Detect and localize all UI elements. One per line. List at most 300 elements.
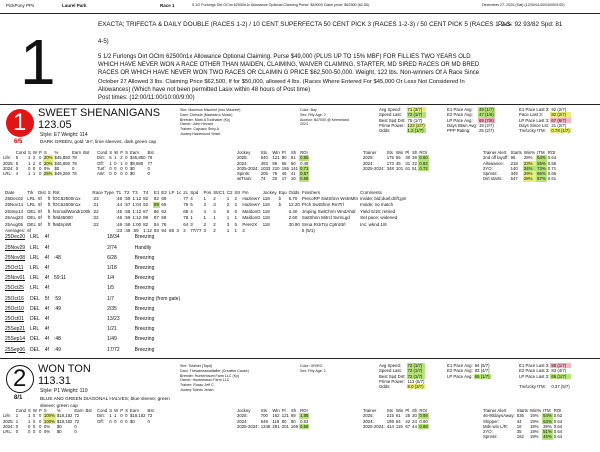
col-header: Jockey [237,150,251,155]
trainer-row [362,166,429,171]
pp-cell: ft [47,195,51,201]
workout-cell: 4f [44,234,49,241]
pp-cell: 89 [143,215,149,221]
col-header: ROI [300,150,308,155]
prime-power: 123.05 [38,119,72,131]
cell: Win% [529,408,542,413]
cell: 0 [38,171,42,177]
cell: 2YO: [483,165,493,171]
pp-cell: :59 [124,195,131,201]
cell: 67% [537,176,546,182]
pp-cell: 89 [153,202,159,208]
past-performances [4,189,407,234]
cell: 17 [281,176,287,182]
col-header: % [54,150,59,155]
cell: 1 [120,160,123,166]
cell: 2025-2024: [363,165,385,171]
cell: 121 [281,413,289,419]
cell: 66% [537,171,546,177]
cell: 0 [32,413,36,419]
pp-cell: 3 [213,202,216,208]
workout-cell: 25Sep14 [5,336,26,343]
workout-cell: 25Oct16 [5,295,24,302]
record-row [96,171,155,176]
col-header: Sts [386,150,393,155]
col-header: Trainer [363,150,377,155]
workout-cell: Breezing [134,265,155,271]
cell: 0 [147,171,150,177]
cell: 81 [290,155,296,161]
col-header: Win [395,408,404,413]
pp-cell: :59 [124,215,131,221]
col-header: Jockey [237,408,251,413]
cell: 2025-2024: [363,423,385,429]
col-header: W [32,408,37,413]
cell: 0 [120,413,123,419]
pp-cell: Inc; wknd 1/8 [360,221,387,227]
workout-cell: 25Nov01 [5,275,26,282]
cell: $0 [56,429,62,435]
cell: 0 [120,171,123,177]
cell: 30 [405,155,411,161]
pp-cell: 76 [183,202,189,208]
cell: Shipper: [483,418,500,424]
cell: 0 [32,165,36,171]
rating-label: E1 Pace Avg: [447,107,473,112]
cell: 2024: [237,160,248,166]
pp-cell: 1:12 [132,215,142,221]
workout-cell [53,315,106,325]
col-header: Dist [37,189,46,195]
cell: 0.64 [547,155,557,161]
col-header: S [109,150,113,155]
workout-cell: :59 [53,295,61,302]
lifetime-record [2,408,93,434]
pp-cell: ft [47,208,51,214]
cell: 0.64 [553,429,563,435]
cell: 1 [109,413,112,419]
cell: ROI [553,408,562,413]
pp-cell: 82 [143,221,149,227]
workout-cell: 17/72 [107,346,120,353]
cell: 19% [529,423,539,429]
cell: 1348 [260,423,271,429]
workout-cell: 13/23 [107,315,120,322]
cell: 28% [523,155,533,161]
pp-cell: Prch SwtShnn RmTrl [301,202,344,208]
rating-label: LP Pace Avg: [447,117,473,123]
cell: 44 [412,423,417,429]
rating-value: 86 (1/7) [550,363,570,368]
workout-cell: 4f [44,275,49,282]
cell: $18,182 [56,413,73,419]
jockey-row [236,424,309,429]
cell: Trainer Alert [483,408,507,413]
workout-cell: 25Oct25 [5,285,24,292]
workout-cell: Breezing [134,336,155,343]
cell: 201 [281,423,289,429]
col-header: S [125,150,128,155]
col-header: Cond [15,150,27,155]
avg-cell: 1:12 [143,227,152,233]
lifetime-record [2,150,90,176]
cell: 0.48 [300,160,309,166]
cell: 0.80 [419,418,428,424]
pp-cell: 1:04 [132,202,142,208]
rating-value: 75 (1/7) [407,117,423,123]
workout-cell [53,264,106,274]
col-header: S [125,408,128,413]
cell: 140 [510,165,518,171]
rating-label: PPP Rating: [447,128,471,134]
cell: Spints: [237,171,251,177]
workout-cell: :48 [53,254,61,261]
pp-cell: :22 [92,208,99,214]
rating-value: 83 (4/7) [551,368,567,374]
col-header: E2 [161,189,167,195]
cell: 19% [529,434,539,440]
workout-row [4,304,184,314]
cell: 2 [120,155,123,161]
breeding-line: Trainer: Russo Jeff C [180,383,214,388]
rating-label: LP Pace Last 3: [519,117,550,123]
race-number: 1 [20,26,56,98]
cell: 101 [395,165,404,171]
cell: 80 [281,418,287,424]
pp-cell: 6f [37,208,42,214]
workout-cell [53,284,106,294]
cell: 0 [15,429,19,435]
col-header: E1 [153,189,160,195]
cell: 0 [38,423,42,429]
cell: 2024: [3,423,14,429]
col-header: Date [5,189,15,195]
cell: 0 [125,155,128,161]
workout-cell: 4f [44,326,49,333]
workout-row [4,335,184,345]
pp-cell: ft [47,221,51,227]
col-header: Bst [85,408,92,413]
workout-row [4,284,184,294]
cell: 1 [28,155,31,161]
col-header: Bst [147,408,154,413]
cell: Trainer Alert [483,150,507,155]
pp-cell: 6f [37,215,42,221]
cell: 65 [281,160,287,166]
workout-cell: 1/18 [107,265,117,271]
workout-cell: 1/7 [107,295,115,302]
workout-row [4,345,184,355]
pp-cell: 1:12 [132,208,142,214]
cell: 76 [272,171,278,177]
pp-cell: DEL [27,215,36,221]
cell: 19% [529,413,539,419]
workout-cell: LRL [30,275,40,282]
cell: 162 [516,434,524,440]
col-header: Bst [83,150,90,155]
pp-cell: 30.90 [288,221,300,227]
pp-cell: SwtShnn Mitrcl SvrnLgd [301,215,350,221]
cell: 493 [260,160,268,166]
col-header: S [109,408,113,413]
saddle-cloth-2 [6,365,34,409]
cell: 19% [529,429,539,435]
workout-cell: 2/74 [107,244,117,251]
cell: 215 [386,413,394,419]
cell: $0 [56,423,62,429]
col-header: P [38,150,42,155]
silks-description: BLUE AND GREEN DIAGONAL HALVES; blue sleeve; green [40,397,170,402]
col-header: Odds [288,189,300,195]
cell: 76 [72,171,77,177]
workout-cell: LRL [30,254,40,261]
pp-cell: Set pace; widened [360,215,398,221]
cell: LRL: [3,171,13,177]
cell: 0% [43,423,51,429]
cell: 1 [32,171,36,177]
cell: $45,850 [129,155,146,161]
pp-cell: LRL [27,195,36,201]
rating-value: 21 (2/7) [551,122,567,128]
cell: 1.88 [300,413,309,419]
cell: 205 [260,171,268,177]
rating-label: Best Spd Dirt: [379,373,406,379]
pp-cell: 77 [183,195,189,201]
cell: 0 [109,418,112,424]
cell: 0 [32,418,36,424]
pp-cell: 2 [213,195,216,201]
workout-cell: 25Oct10 [5,305,24,312]
pp-cell: :58 [124,208,131,214]
race-wagers-2: 4-5) [98,39,109,45]
cell: 169 [290,423,299,429]
cell: 10 [290,176,296,182]
col-header: 2c [183,189,188,195]
col-header: Win [395,150,404,155]
pp-cell: :46 [115,195,123,201]
surface-record [96,150,155,176]
col-header: Cond [97,408,108,413]
pp-cell: 82 [153,195,159,201]
workout-cell: 5f [44,295,49,302]
workout-cell: 4f [44,305,49,312]
cell: 1 [114,155,117,161]
morning-line-odds: 6/5 [14,139,23,145]
workout-cell: LRL [30,285,40,292]
pp-cell: 118 [262,215,270,221]
condition-line: October 27 Allowed 3 lbs. Claiming Price $62,500, If for $50,000, allowed 4 lbs. (Races Where Entered For $45,000 Or Less Not Considered In [98,78,465,85]
cell: 218 [510,160,518,166]
rating-value: 69 (7/8) [479,117,494,123]
breeding-line: Owner: John Hezard [180,122,213,127]
condition-line: Allowances) (Which have not been permitted Lasix within 48 hours of Post time) [98,86,311,93]
workout-cell: DEL [30,346,40,353]
condition-line: RACES OR WHICH HAVE NEVER WON TWO RACES OR CLAIMIN G PRICE $62,500-50,000. Weight, 122 lbs. Non-winners Of A Race Since [98,70,480,77]
rating-value: 19 (2/7) [479,122,494,128]
col-header: T1 [115,189,122,195]
cell: 0 [28,423,31,429]
rating-label: E2 Pace Last 3: [519,368,550,374]
cell: 0 [120,165,123,171]
trainer-row [362,424,429,429]
cell: 20 [412,413,417,419]
cell: 2024: [363,418,374,424]
running-style: Style: P1 Weight: 119 [40,388,88,394]
sale-line: 2024 [300,122,308,127]
cell: 0.61 [547,176,557,182]
jockey-stats [236,408,309,429]
cell: 89 [272,160,278,166]
cell: 20 [272,176,278,182]
cell: 5 [15,160,19,166]
col-header: ROI [419,150,428,155]
cell: Mdn win L/R: [483,423,509,429]
cell: 155 [281,165,289,171]
cell: 35 [516,429,522,435]
post-position: 2 [13,365,27,392]
col-header: W [114,408,119,413]
workout-cell: LRL [30,234,40,241]
pp-cell: 5 [190,202,193,208]
cell: 5 [109,155,112,161]
cell: Life: [3,155,12,161]
cell: 0 [32,429,36,435]
cell: 29 [412,155,417,161]
cell: $0 [129,171,135,177]
cell: 2024: [3,165,14,171]
cell: 60 [290,160,296,166]
col-header: W [32,150,37,155]
pp-cell: 2 [203,221,207,227]
col-header: Rst [52,189,60,195]
rating-value: 1.2 (1/7) [407,128,426,133]
col-header: Pl [405,150,410,155]
cell: 78 [147,155,153,161]
jockey-stats [236,150,309,182]
cell: 1 [114,413,117,419]
col-header: 1c [176,189,182,195]
rating-value: 123 (2/7) [407,122,425,128]
cell: 414 [386,423,394,429]
cell: 16 [516,423,522,429]
pp-cell: 4 [203,208,207,214]
sale-info [300,364,326,374]
cell: $45,850 [54,160,71,166]
cell: Dirt: [97,155,105,161]
workout-cell: 1/4 [107,275,115,282]
col-header: Trainer [363,408,377,413]
cell: $45,850 [54,155,71,161]
cell: Sprints: [483,171,498,177]
workout-cell: Handily [134,244,152,251]
pp-cell: 1 [234,215,238,221]
cell: 42 [405,418,411,424]
avg-cell [262,227,278,233]
pp-cell: 4.40 [288,208,298,214]
cell: 0 [28,165,31,171]
avg-cell: 1 [234,227,238,233]
cell: 0.64 [553,423,563,429]
col-header: T4 [143,189,149,195]
pp-cell: 25Nov14 [5,202,24,208]
alert-row [482,434,563,439]
rating-value: 0.78 (1/7) [551,128,570,134]
col-header: P [38,408,42,413]
rating-label: Best Spd Dirt: [379,117,406,123]
cell: 0.71 [547,165,557,171]
avg-cell: 94 [161,227,167,233]
rating-label: Pace Last 3: [519,112,543,118]
cell: 67 [405,423,411,429]
pp-cell: 65 [161,202,167,208]
condition-line: 5 1/2 Furlongs Dirt OClm 62500n1x Allowance Optional Claiming. Purse $49,000 (PLUS UP TO 15% MBF) FOR FILLIES TWO YEARS OLD [98,54,471,60]
rating-value: 71 (3/7) [407,107,426,112]
col-header: Sts [386,408,393,413]
rating-value: 82 (2/7) [550,112,570,117]
pp-cell: ft [47,202,51,208]
workout-cell: 25Sep06 [5,346,26,353]
rating-label: E2 Pace Avg: [447,112,473,118]
avg-cell: Averages: [5,227,26,233]
workout-cell: DEL [30,315,40,322]
workout-cell: DEL [30,305,40,312]
pp-cell: :44 [115,202,123,208]
breeding-line: Trainer: Cayuaro Sexy A [180,127,220,132]
col-header: Pos [203,189,212,195]
pp-cell: 3 [190,221,193,227]
pp-cell: 3 [203,202,207,208]
cell: Off: [97,418,104,424]
cell: 1 [28,413,31,419]
workout-row [4,294,184,304]
cell: 540 [260,155,268,161]
rating-label: E1 Pace Last 3: [519,107,550,112]
pp-row [4,195,407,201]
workout-cell: 25Nov08 [5,254,26,261]
rating-value: 65 (1/7) [550,374,570,379]
cell: 90 [281,155,287,161]
pp-cell: 25Aug23 [5,215,24,221]
cell: 0.88 [300,176,309,182]
cell: 173 [386,160,394,166]
workout-cell: 18/34 [107,234,120,241]
rating-value: 8.0 (3/7) [407,384,424,390]
record-row [96,155,155,160]
post-position: 1 [13,109,27,136]
pp-cell: HazlewY [242,202,261,208]
pp-cell: DEL [27,208,36,214]
cell: 23% [523,161,536,166]
cell: 141 [290,165,299,171]
pp-cell: 1 [203,215,207,221]
col-header: Earn [72,150,82,155]
workout-cell: LRL [30,244,40,251]
cell: 20% [43,155,53,161]
rating-value: 72 (1/7) [407,112,426,117]
pp-cell: :22 [92,215,99,221]
pp-cell: LRL [27,202,36,208]
rating-value: 92 (2/7) [551,107,567,112]
workout-row [4,274,184,284]
cell: 0 [125,160,128,166]
pp-cell: Yield 5/16; retired [360,208,396,214]
col-header: % [56,408,61,413]
cell: 0 [74,429,77,435]
avg-cell: 1 [226,227,230,233]
breeding-info [180,364,249,393]
race-conditions [98,53,594,102]
cell: 61 [405,165,411,171]
